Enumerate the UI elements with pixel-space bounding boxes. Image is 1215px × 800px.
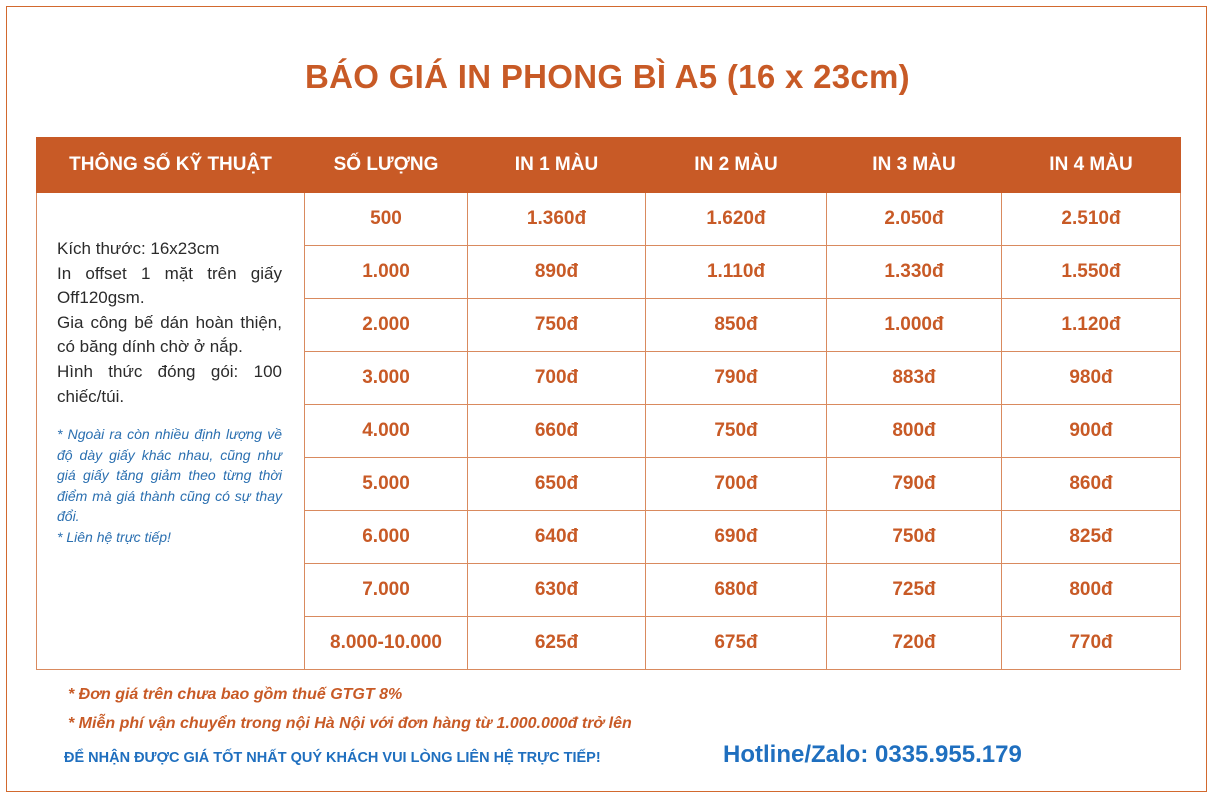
- price-cell: 1.620đ: [646, 193, 827, 246]
- price-cell: 725đ: [827, 564, 1002, 617]
- price-cell: 700đ: [468, 352, 646, 405]
- price-cell: 640đ: [468, 511, 646, 564]
- spec-lines: [57, 237, 282, 409]
- price-cell: 825đ: [1002, 511, 1181, 564]
- header-specs: THÔNG SỐ KỸ THUẬT: [37, 138, 305, 193]
- price-cell: 700đ: [646, 458, 827, 511]
- header-quantity: SỐ LƯỢNG: [305, 138, 468, 193]
- price-cell: 1.550đ: [1002, 246, 1181, 299]
- price-cell: 680đ: [646, 564, 827, 617]
- header-3-color: IN 3 MÀU: [827, 138, 1002, 193]
- price-cell: 675đ: [646, 617, 827, 670]
- price-cell: 625đ: [468, 617, 646, 670]
- price-cell: 860đ: [1002, 458, 1181, 511]
- quantity-cell: 3.000: [305, 352, 468, 405]
- price-cell: 750đ: [646, 405, 827, 458]
- price-cell: 2.510đ: [1002, 193, 1181, 246]
- price-table: [36, 137, 1181, 670]
- quantity-cell: 4.000: [305, 405, 468, 458]
- page-title: BÁO GIÁ IN PHONG BÌ A5 (16 x 23cm): [305, 58, 910, 95]
- price-cell: 660đ: [468, 405, 646, 458]
- price-cell: 1.000đ: [827, 299, 1002, 352]
- table-row: [37, 193, 1181, 246]
- specs-cell: [37, 193, 305, 670]
- quantity-cell: 1.000: [305, 246, 468, 299]
- price-cell: 1.330đ: [827, 246, 1002, 299]
- price-cell: 890đ: [468, 246, 646, 299]
- quantity-cell: 500: [305, 193, 468, 246]
- quantity-cell: 7.000: [305, 564, 468, 617]
- price-cell: 690đ: [646, 511, 827, 564]
- price-cell: 1.360đ: [468, 193, 646, 246]
- quantity-cell: 2.000: [305, 299, 468, 352]
- price-cell: 720đ: [827, 617, 1002, 670]
- spec-note: * Liên hệ trực tiếp!: [57, 528, 171, 545]
- table-header-row: [37, 138, 1181, 193]
- price-cell: 883đ: [827, 352, 1002, 405]
- price-cell: 750đ: [827, 511, 1002, 564]
- spec-notes: [57, 424, 282, 547]
- price-cell: 800đ: [1002, 564, 1181, 617]
- footnote-shipping: * Miễn phí vận chuyển trong nội Hà Nội với đơn hàng từ 1.000.000đ trở lên: [68, 715, 632, 732]
- quantity-cell: 5.000: [305, 458, 468, 511]
- price-cell: 850đ: [646, 299, 827, 352]
- price-cell: 2.050đ: [827, 193, 1002, 246]
- price-cell: 790đ: [646, 352, 827, 405]
- header-1-color: IN 1 MÀU: [468, 138, 646, 193]
- quantity-cell: 6.000: [305, 511, 468, 564]
- quantity-cell: 8.000-10.000: [305, 617, 468, 670]
- price-cell: 790đ: [827, 458, 1002, 511]
- price-cell: 770đ: [1002, 617, 1181, 670]
- price-cell: 980đ: [1002, 352, 1181, 405]
- spec-note: * Ngoài ra còn nhiều định lượng về độ dày giấy khác nhau, cũng như giá giấy tăng giảm theo từng thời điểm mà giá thành cũng có sự thay đổi.: [57, 426, 282, 525]
- footnote-vat: * Đơn giá trên chưa bao gồm thuế GTGT 8%: [68, 686, 403, 703]
- spec-line: Hình thức đóng gói: 100 chiếc/túi.: [57, 361, 282, 406]
- price-cell: 1.120đ: [1002, 299, 1181, 352]
- price-cell: 630đ: [468, 564, 646, 617]
- price-cell: 650đ: [468, 458, 646, 511]
- price-cell: 1.110đ: [646, 246, 827, 299]
- price-cell: 750đ: [468, 299, 646, 352]
- price-cell: 900đ: [1002, 405, 1181, 458]
- price-cell: 800đ: [827, 405, 1002, 458]
- spec-line: Kích thước: 16x23cm: [57, 239, 220, 258]
- header-4-color: IN 4 MÀU: [1002, 138, 1181, 193]
- header-2-color: IN 2 MÀU: [646, 138, 827, 193]
- spec-line: In offset 1 mặt trên giấy Off120gsm.: [57, 263, 282, 308]
- spec-line: Gia công bế dán hoàn thiện, có băng dính chờ ở nắp.: [57, 312, 282, 357]
- contact-cta: ĐỂ NHẬN ĐƯỢC GIÁ TỐT NHẤT QUÝ KHÁCH VUI LÒNG LIÊN HỆ TRỰC TIẾP!: [64, 750, 601, 766]
- hotline[interactable]: Hotline/Zalo: 0335.955.179: [723, 741, 1022, 768]
